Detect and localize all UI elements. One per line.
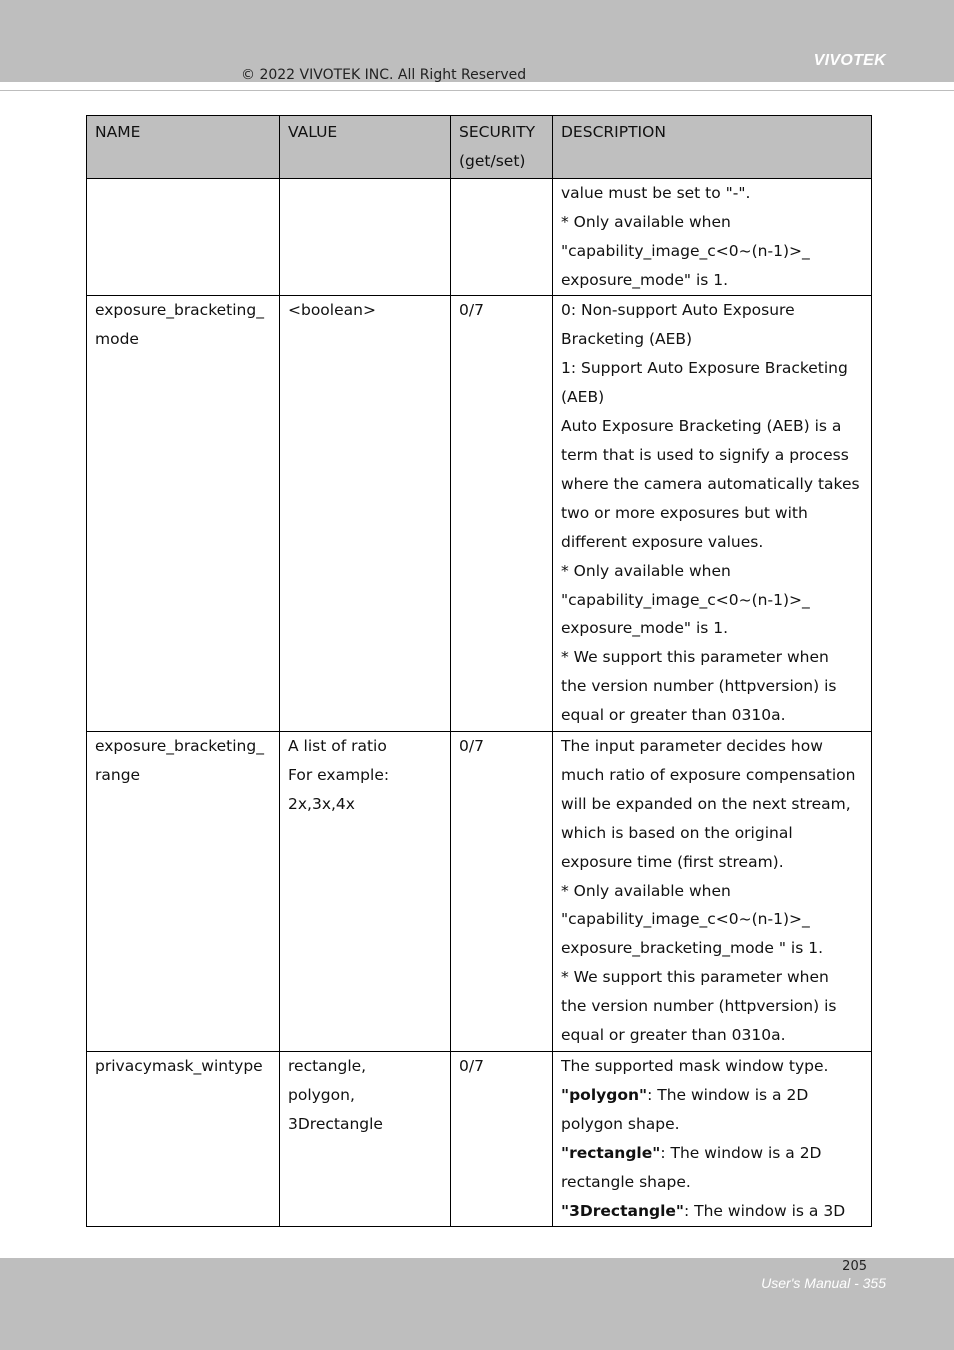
cell-name xyxy=(87,178,280,296)
cell-value xyxy=(280,732,451,1052)
security-header-line: SECURITY xyxy=(459,123,536,141)
value-line: For example: xyxy=(288,765,390,784)
description-line: exposure_mode" is 1. xyxy=(561,270,729,289)
description-line: rectangle shape. xyxy=(561,1172,691,1191)
keyword-description: : The window is a 3D xyxy=(683,1201,846,1220)
cell-description xyxy=(553,178,872,296)
security-line: 0/7 xyxy=(459,1057,484,1075)
cell-security xyxy=(451,296,553,732)
description-line: exposure time (first stream). xyxy=(561,852,784,871)
description-line: * Only available when xyxy=(561,561,731,580)
column-header-description: DESCRIPTION xyxy=(553,116,872,179)
security-line: 0/7 xyxy=(459,737,484,756)
description-line: equal or greater than 0310a. xyxy=(561,1026,786,1045)
cell-value xyxy=(280,296,451,732)
copyright-notice: © 2022 VIVOTEK INC. All Right Reserved xyxy=(241,67,527,83)
description-line: * We support this parameter when xyxy=(561,968,829,987)
cell-security xyxy=(451,178,553,296)
description-line: exposure_bracketing_mode " is 1. xyxy=(561,939,824,958)
description-line: equal or greater than 0310a. xyxy=(561,706,786,725)
description-line: will be expanded on the next stream, xyxy=(561,794,851,813)
cell-value xyxy=(280,1052,451,1227)
column-header-value: VALUE xyxy=(280,116,451,179)
description-line: * We support this parameter when xyxy=(561,648,829,667)
column-header-name: NAME xyxy=(87,116,280,179)
parameter-table xyxy=(86,115,872,1227)
keyword: "rectangle" xyxy=(561,1143,661,1162)
value-line: <boolean> xyxy=(288,301,376,320)
description-line: where the camera automatically takes xyxy=(561,474,860,493)
table-row xyxy=(87,178,872,296)
keyword-description: : The window is a 2D xyxy=(660,1143,822,1162)
description-line: "capability_image_c<0~(n-1)>_ xyxy=(561,910,810,929)
cell-description xyxy=(553,296,872,732)
column-header-security xyxy=(451,116,553,179)
description-line: Auto Exposure Bracketing (AEB) is a xyxy=(561,417,842,436)
cell-name xyxy=(87,732,280,1052)
description-line xyxy=(561,1139,865,1168)
table-row xyxy=(87,732,872,1052)
header-divider xyxy=(0,90,954,91)
page-footer-band xyxy=(0,1258,954,1350)
value-line: polygon, xyxy=(288,1085,355,1104)
description-line: which is based on the original xyxy=(561,823,793,842)
cell-name xyxy=(87,296,280,732)
description-line: exposure_mode" is 1. xyxy=(561,619,729,638)
brand-logo-text: VIVOTEK xyxy=(813,52,886,69)
cell-description xyxy=(553,1052,872,1227)
description-line: the version number (httpversion) is xyxy=(561,677,837,696)
cell-security xyxy=(451,1052,553,1227)
value-line: 3Drectangle xyxy=(288,1114,383,1133)
cell-value xyxy=(280,178,451,296)
value-line: 2x,3x,4x xyxy=(288,794,355,813)
security-line: 0/7 xyxy=(459,301,484,320)
description-line: polygon shape. xyxy=(561,1114,680,1133)
description-line: value must be set to "-". xyxy=(561,183,751,202)
description-line: * Only available when xyxy=(561,881,731,900)
cell-description xyxy=(553,732,872,1052)
cell-name xyxy=(87,1052,280,1227)
description-line: 0: Non-support Auto Exposure xyxy=(561,301,795,320)
name-line: privacymask_wintype xyxy=(95,1057,263,1075)
name-line: exposure_bracketing_ xyxy=(95,737,264,756)
page-number: 205 xyxy=(842,1259,867,1274)
table-body xyxy=(87,178,872,1227)
name-line: exposure_bracketing_ xyxy=(95,301,264,320)
description-line: different exposure values. xyxy=(561,532,764,551)
value-line: rectangle, xyxy=(288,1057,367,1075)
table-row xyxy=(87,1052,872,1227)
table-header-row xyxy=(87,116,872,179)
table-row xyxy=(87,296,872,732)
name-line: range xyxy=(95,765,141,784)
description-line xyxy=(561,1081,865,1110)
security-header-line: (get/set) xyxy=(459,151,526,170)
description-line: term that is used to signify a process xyxy=(561,445,849,464)
description-line: 1: Support Auto Exposure Bracketing xyxy=(561,359,848,378)
manual-page-label: User's Manual - 355 xyxy=(761,1275,886,1291)
description-line: two or more exposures but with xyxy=(561,503,808,522)
description-line: much ratio of exposure compensation xyxy=(561,765,856,784)
cell-security xyxy=(451,732,553,1052)
keyword-description: : The window is a 2D xyxy=(647,1085,809,1104)
description-line: The supported mask window type. xyxy=(561,1057,829,1075)
description-line: (AEB) xyxy=(561,388,605,407)
value-line: A list of ratio xyxy=(288,737,387,756)
description-line xyxy=(561,1197,865,1226)
description-line: Bracketing (AEB) xyxy=(561,330,693,349)
description-line: * Only available when xyxy=(561,212,731,231)
description-line: the version number (httpversion) is xyxy=(561,997,837,1016)
description-line: "capability_image_c<0~(n-1)>_ xyxy=(561,241,810,260)
keyword: "3Drectangle" xyxy=(561,1201,684,1220)
keyword: "polygon" xyxy=(561,1085,648,1104)
description-line: The input parameter decides how xyxy=(561,737,823,756)
name-line: mode xyxy=(95,330,139,349)
description-line: "capability_image_c<0~(n-1)>_ xyxy=(561,590,810,609)
